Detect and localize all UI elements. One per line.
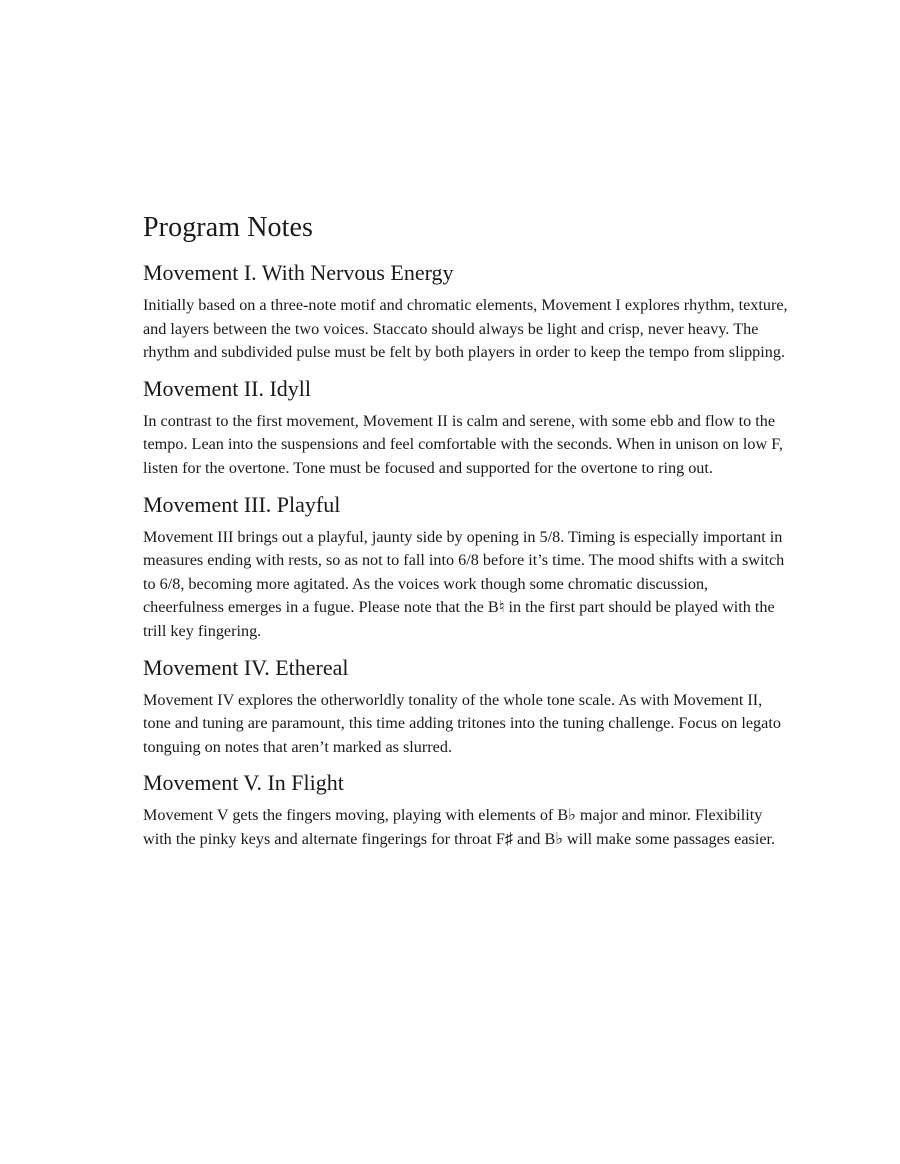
page-title: Program Notes <box>143 212 314 243</box>
section-heading: Movement V. In Flight <box>143 770 344 796</box>
section-movement-4 <box>143 653 793 760</box>
program-notes-page <box>143 208 793 861</box>
section-heading: Movement IV. Ethereal <box>143 654 349 680</box>
section-movement-2 <box>143 374 793 481</box>
section-heading: Movement III. Playful <box>143 491 341 517</box>
section-body: Initially based on a three-note motif and chromatic elements, Movement I explores rhythm, texture, and layers between the two voices. Staccato should always be light and crisp, never heavy. The rhythm and subdivided pulse must be felt by both players in order to keep the tempo from slipping. <box>143 296 788 362</box>
section-movement-1 <box>143 258 793 365</box>
section-body: Movement III brings out a playful, jaunty side by opening in 5/8. Timing is especially important in measures ending with rests, so as not to fall into 6/8 before it’s time. The mood shifts with a switch to 6/8, becoming more agitated. As the voices work though some chromatic discussion, cheerfulness emerges in a fugue. Please note that the B♮ in the first part should be played with the trill key fingering. <box>143 527 785 640</box>
section-heading: Movement I. With Nervous Energy <box>143 260 454 285</box>
section-body: In contrast to the first movement, Movement II is calm and serene, with some ebb and flow to the tempo. Lean into the suspensions and feel comfortable with the seconds. When in unison on low F, listen for the overtone. Tone must be focused and supported for the overtone to ring out. <box>143 411 783 477</box>
section-movement-3 <box>143 490 793 644</box>
section-body: Movement V gets the fingers moving, playing with elements of B♭ major and minor. Flexibility with the pinky keys and alternate fingerings for throat F♯ and B♭ will make some passages easier. <box>143 806 776 848</box>
section-movement-5 <box>143 768 793 851</box>
section-body: Movement IV explores the otherworldly tonality of the whole tone scale. As with Movement II, tone and tuning are paramount, this time adding tritones into the tuning challenge. Focus on legato tonguing on notes that aren’t marked as slurred. <box>143 690 781 756</box>
section-heading: Movement II. Idyll <box>143 375 312 401</box>
